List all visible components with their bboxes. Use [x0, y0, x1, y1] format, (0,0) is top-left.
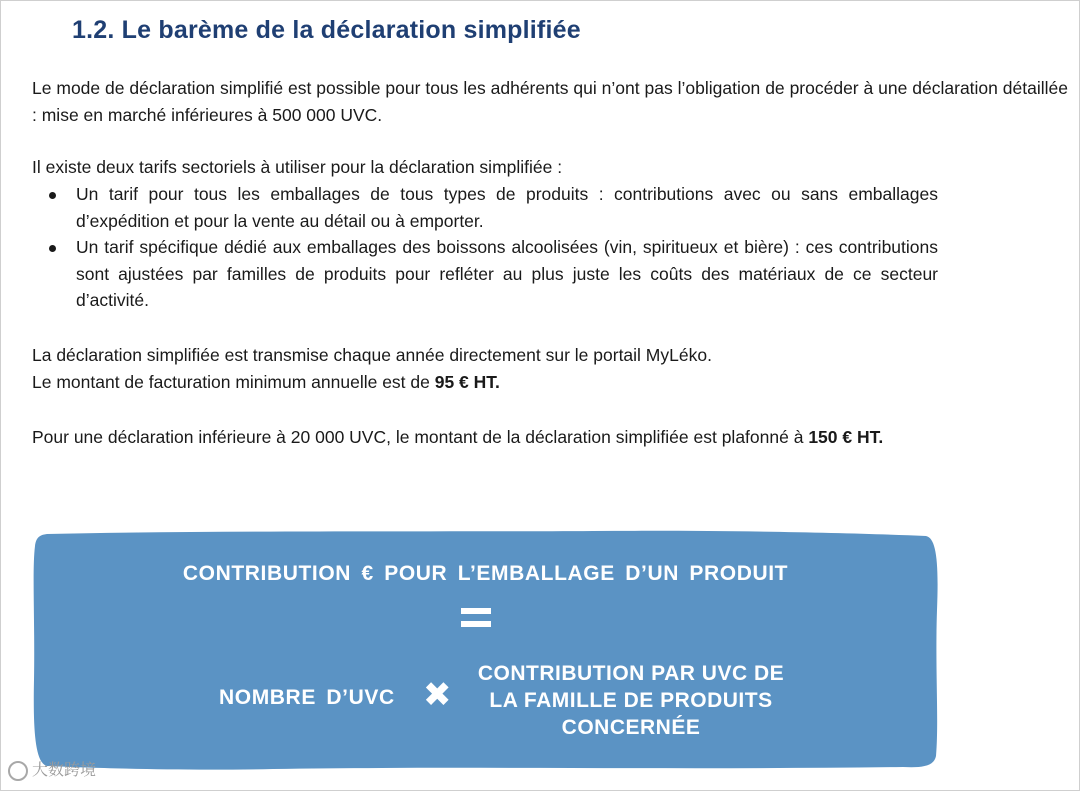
formula-factor-line: CONTRIBUTION PAR UVC DE — [477, 662, 785, 685]
multiply-icon: ✖ — [423, 676, 452, 714]
minimum-amount: 95 € HT. — [434, 372, 500, 392]
list-item — [32, 234, 938, 314]
cap-text: Pour une déclaration inférieure à 20 000 UVC, le montant de la déclaration simplifiée est plafonné à — [32, 427, 809, 447]
tariff-list — [32, 181, 938, 314]
minimum-text: Le montant de facturation minimum annuelle est de — [32, 372, 435, 392]
formula-factor-line: LA FAMILLE DE PRODUITS — [489, 689, 773, 712]
section-title: 1.2. Le barème de la déclaration simplifiée — [72, 16, 581, 44]
logo-icon — [8, 761, 28, 781]
list-item-text: Un tarif spécifique dédié aux emballages des boissons alcoolisées (vin, spiritueux et bière) : ces contributions sont ajustées par familles de produits pour refléter au plus juste les coûts des matériaux de ce secteur d’activité. — [76, 237, 938, 310]
formula-result: CONTRIBUTION € POUR L’EMBALLAGE D’UN PRODUIT — [182, 562, 789, 585]
watermark-logo — [8, 757, 96, 781]
paragraph-myleko: La déclaration simplifiée est transmise chaque année directement sur le portail MyLéko. — [32, 345, 712, 365]
cap-amount: 150 € HT. — [808, 427, 884, 447]
formula-factor-contribution — [471, 660, 791, 741]
paragraph-cap — [32, 424, 1068, 451]
formula-factor-line: CONCERNÉE — [561, 716, 701, 739]
list-item — [32, 181, 938, 234]
formula-banner — [33, 530, 938, 770]
formula-factor-uvc: NOMBRE D’UVC — [219, 686, 395, 709]
paragraph-two-tariffs: Il existe deux tarifs sectoriels à utiliser pour la déclaration simplifiée : — [32, 157, 563, 177]
paragraph-simplified-mode: Le mode de déclaration simplifié est possible pour tous les adhérents qui n’ont pas l’obligation de procéder à une déclaration détaillée : mise en marché inférieures à 500 000 UVC. — [32, 78, 1068, 125]
bullet-icon — [49, 192, 56, 199]
bullet-icon — [49, 245, 56, 252]
watermark-text: 大数跨境 — [32, 760, 97, 779]
list-item-text: Un tarif pour tous les emballages de tous types de produits : contributions avec ou sans emballages d’expédition et pour la vente au détail ou à emporter. — [76, 184, 938, 231]
paragraph-minimum — [32, 369, 1032, 396]
equals-icon — [461, 604, 491, 630]
